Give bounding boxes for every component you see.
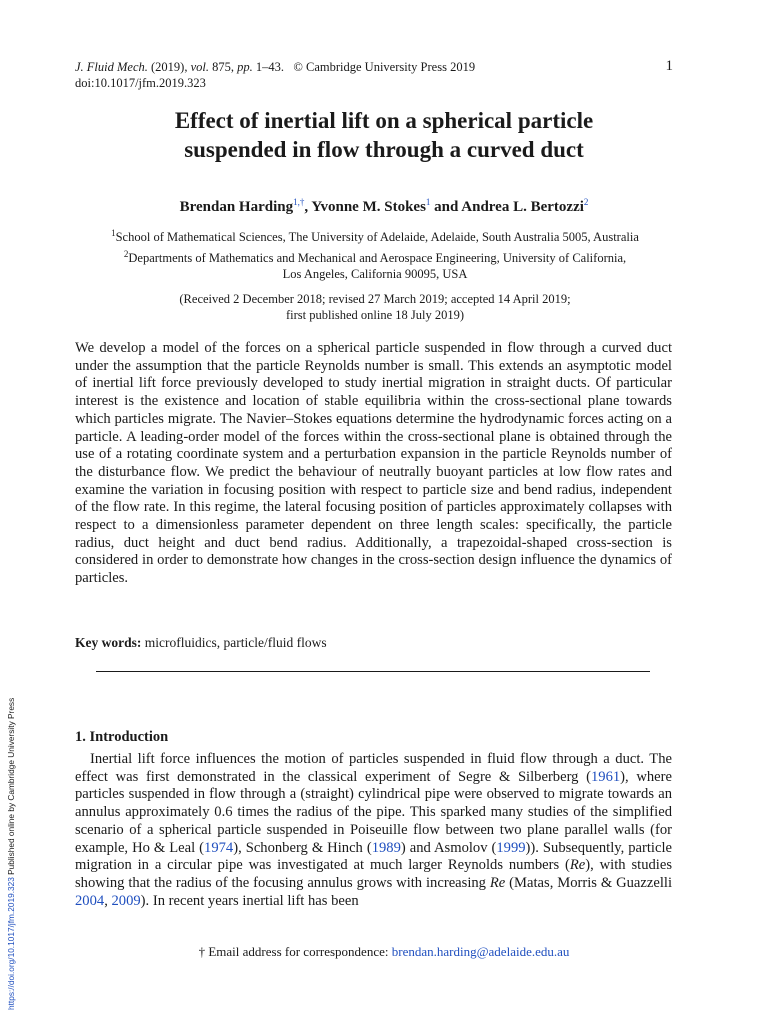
author-2: Yvonne M. Stokes bbox=[311, 199, 426, 215]
journal-citation: J. Fluid Mech. (2019), vol. 875, pp. 1–43. © Cambridge University Press 2019 bbox=[75, 60, 476, 74]
author-1-affil-link[interactable]: 1, bbox=[293, 197, 300, 207]
author-3-affil-link[interactable]: 2 bbox=[583, 197, 589, 207]
affiliation-2: $^2$Departments of Mathematics and Mechanical and Aerospace Engineering, University of California, Los Angeles, California 90095, USA bbox=[123, 249, 627, 282]
journal-volume: 875, bbox=[212, 60, 234, 74]
citation-link[interactable]: 2009 bbox=[111, 892, 141, 909]
journal-year: (2019), bbox=[151, 60, 188, 74]
email-link[interactable]: brendan.harding@adelaide.edu.au bbox=[391, 944, 570, 959]
author-1-footnote-link[interactable]: † bbox=[299, 197, 305, 207]
paper-title: Effect of inertial lift on a spherical particle suspended in flow through a curved duct bbox=[174, 108, 594, 162]
abstract: We develop a model of the forces on a spherical particle suspended in flow through a curved duct under the assumption that the particle Reynolds number is small. This extends an asymptotic model of inertial lift force previously developed to study inertial migration in straight ducts. Of particular interest is the existence and location of stable equilibria within the cross-sectional plane towards which particles migrate. The Navier–Stokes equations determine the hydrodynamic forces acting on a particle. A leading-order model of the forces within the cross-sectional plane is obtained through the use of a rotating coordinate system and a perturbation expansion in the particle Reynolds number of the disturbance flow. We predict the behaviour of neutrally buoyant particles at low flow rates and examine the variation in focusing position with respect to particle size and bend radius, independent of the flow rate. In this regime, the lateral focusing position of particles approximately collapses with respect to a dimensionless parameter dependent on three length scales: specifically, the particle radius, duct height and duct bend radius. Additionally, a trapezoidal-shaped cross-section is considered in order to demonstrate how changes in the cross-section design influence the dynamics of particles. bbox=[75, 340, 672, 587]
affiliation-1: $^1$School of Mathematical Sciences, The University of Adelaide, Adelaide, South Australia 5005, Australia bbox=[111, 228, 639, 245]
keywords-text: microfluidics, particle/fluid flows bbox=[141, 635, 327, 650]
keywords-label: Key words: bbox=[75, 635, 142, 650]
footnote-label: † Email address for correspondence: bbox=[198, 944, 392, 959]
doi-link[interactable]: https://doi.org/10.1017/jfm.2019.323 bbox=[6, 877, 16, 1010]
journal-pages: 1–43. bbox=[255, 60, 284, 74]
citation-link[interactable]: 1961 bbox=[590, 768, 621, 785]
footnote bbox=[0, 944, 768, 960]
introduction-paragraph: Inertial lift force influences the motion of particles suspended in fluid flow through a duct. The effect was first demonstrated in the classical experiment of Segre & Silberberg (1961), where particles suspended in flow through a (straight) cylindrical pipe were observed to migrate towards an annulus approximately 0.6 times the radius of the pipe. This sparked many studies of the simplified scenario of a spherical particle suspended in Poiseuille flow between two plane parallel walls (for example, Ho & Leal (1974), Schonberg & Hinch (1989) and Asmolov (1999)). Subsequently, particle migration in a circular pipe was investigated at much larger Reynolds numbers (Re), with studies showing that the radius of the focusing annulus grows with increasing Re (Matas, Morris & Guazzelli 2004, 2009). In recent years inertial lift has been bbox=[75, 751, 673, 909]
page-number: 1 bbox=[665, 58, 673, 74]
author-3: Andrea L. Bertozzi bbox=[461, 199, 584, 215]
sidebar-citation: https://doi.org/10.1017/jfm.2019.323 Published online by Cambridge University Press bbox=[6, 697, 16, 1010]
citation-link[interactable]: 1999 bbox=[496, 839, 526, 856]
section-heading: 1. Introduction bbox=[75, 729, 169, 745]
section-divider bbox=[96, 671, 650, 672]
journal-name: J. Fluid Mech. bbox=[75, 60, 148, 74]
citation-link[interactable]: 1974 bbox=[204, 839, 234, 856]
author-1: Brendan Harding bbox=[179, 199, 294, 215]
citation-link[interactable]: 2004 bbox=[75, 892, 105, 909]
copyright-notice: © Cambridge University Press 2019 bbox=[293, 60, 476, 74]
doi: doi:10.1017/jfm.2019.323 bbox=[75, 76, 206, 90]
keywords bbox=[75, 635, 327, 651]
citation-link[interactable]: 1989 bbox=[371, 839, 401, 856]
author-list: Brendan Harding$^{1,\dagger}$, Yvonne M. Stokes$^1$ and Andrea L. Bertozzi$^2$ bbox=[179, 197, 589, 215]
author-2-affil-link[interactable]: 1 bbox=[425, 197, 431, 207]
received-dates: (Received 2 December 2018; revised 27 March 2019; accepted 14 April 2019; first published online 18 July 2019) bbox=[179, 292, 571, 322]
